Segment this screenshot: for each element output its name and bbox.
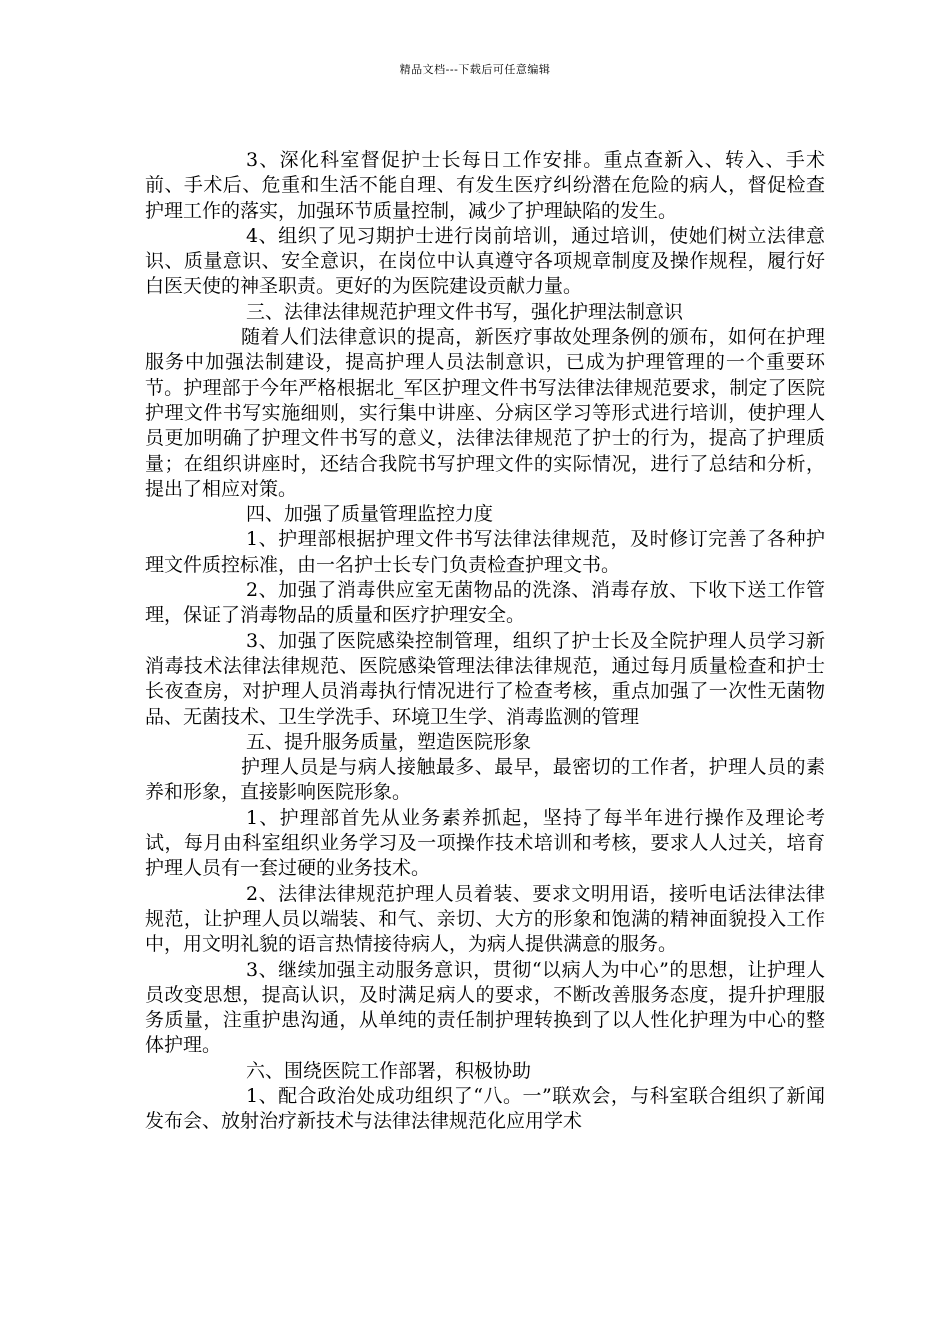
- section-heading: 四、加强了质量管理监控力度: [246, 503, 494, 526]
- paragraph: 1、护理部首先从业务素养抓起，坚持了每半年进行操作及理论考试，每月由科室组织业务学习及一项操作技术培训和考核，要求人人过关，培育护理人员有一套过硬的业务技术。: [145, 806, 825, 880]
- section-heading: 五、提升服务质量，塑造医院形象: [246, 730, 532, 753]
- document-body: [145, 148, 825, 1135]
- page-header: 精品文档---下载后可任意编辑: [399, 63, 551, 76]
- paragraph: 3、加强了医院感染控制管理，组织了护士长及全院护理人员学习新消毒技术法律法律规范、医院感染管理法律法律规范，通过每月质量检查和护士长夜查房，对护理人员消毒执行情况进行了检查考核，重点加强了一次性无菌物品、无菌技术、卫生学洗手、环境卫生学、消毒监测的管理: [145, 629, 825, 728]
- paragraph: 2、法律法律规范护理人员着装、要求文明用语，接听电话法律法律规范，让护理人员以端装、和气、亲切、大方的形象和饱满的精神面貌投入工作中，用文明礼貌的语言热情接待病人，为病人提供满意的服务。: [145, 882, 825, 956]
- paragraph: 4、组织了见习期护士进行岗前培训，通过培训，使她们树立法律意识、质量意识、安全意识，在岗位中认真遵守各项规章制度及操作规程，履行好白医天使的神圣职责。更好的为医院建设贡献力量。: [145, 224, 825, 298]
- paragraph: 2、加强了消毒供应室无菌物品的洗涤、消毒存放、下收下送工作管理，保证了消毒物品的质量和医疗护理安全。: [145, 579, 825, 627]
- paragraph: 3、继续加强主动服务意识，贯彻“以病人为中心”的思想，让护理人员改变思想，提高认识，及时满足病人的要求，不断改善服务态度，提升护理服务质量，注重护患沟通，从单纯的责任制护理转换到了以人性化护理为中心的整体护理。: [145, 958, 825, 1057]
- paragraph: 3、深化科室督促护士长每日工作安排。重点查新入、转入、手术前、手术后、危重和生活不能自理、有发生医疗纠纷潜在危险的病人，督促检查护理工作的落实，加强环节质量控制，减少了护理缺陷的发生。: [145, 149, 825, 222]
- paragraph: 随着人们法律意识的提高，新医疗事故处理条例的颁布，如何在护理服务中加强法制建设，提高护理人员法制意识，已成为护理管理的一个重要环节。护理部于今年严格根据北_军区护理文件书写法律法律规范要求，制定了医院护理文件书写实施细则，实行集中讲座、分病区学习等形式进行培训，使护理人员更加明确了护理文件书写的意义，法律法律规范了护士的行为，提高了护理质量；在组织讲座时，还结合我院书写护理文件的实际情况，进行了总结和分析，提出了相应对策。: [145, 326, 825, 500]
- section-heading: 三、法律法律规范护理文件书写，强化护理法制意识: [246, 300, 684, 323]
- section-heading: 六、围绕医院工作部署，积极协助: [246, 1059, 532, 1082]
- paragraph: 1、护理部根据护理文件书写法律法律规范，及时修订完善了各种护理文件质控标准，由一名护士长专门负责检查护理文书。: [145, 528, 825, 576]
- paragraph: 护理人员是与病人接触最多、最早，最密切的工作者，护理人员的素养和形象，直接影响医院形象。: [145, 756, 825, 804]
- paragraph: 1、配合政治处成功组织了“八。一”联欢会，与科室联合组织了新闻发布会、放射治疗新技术与法律法律规范化应用学术: [145, 1084, 825, 1133]
